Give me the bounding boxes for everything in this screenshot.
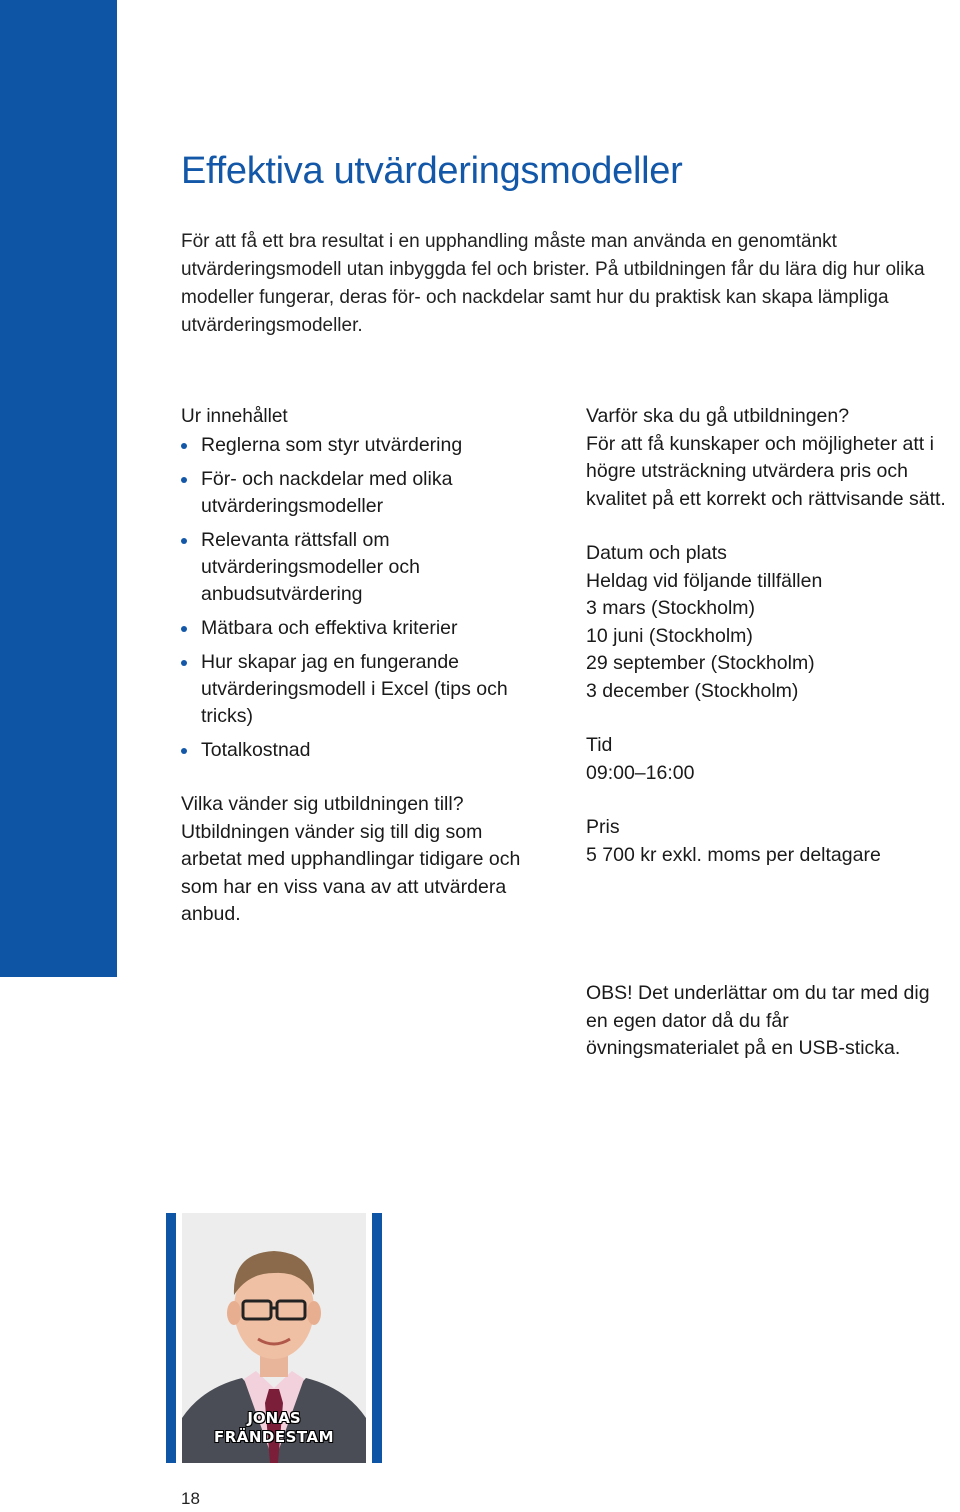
price-section [586, 814, 956, 869]
time-value: 09:00–16:00 [586, 761, 695, 784]
audience-heading: Vilka vänder sig utbildningen till? [181, 793, 464, 815]
obs-note: OBS! Det underlättar om du tar med dig en egen dator då du får övningsmaterialet på en USB-sticka. [586, 982, 930, 1059]
speaker-name [182, 1409, 366, 1447]
list-item: Hur skapar jag en fungerande utvärderingsmodell i Excel (tips och tricks) [181, 649, 541, 730]
dates-heading: Datum och plats [586, 542, 727, 564]
page-title: Effektiva utvärderingsmodeller [181, 150, 683, 192]
audience-text: Utbildningen vänder sig till dig som arbetat med upphandlingar tidigare och som har en viss vana av att utvärdera anbud. [181, 820, 521, 925]
speaker-photo-frame [166, 1213, 382, 1463]
bullet-icon [181, 538, 187, 544]
speaker-photo [176, 1213, 372, 1463]
list-item: För- och nackdelar med olika utvärderingsmodeller [181, 466, 541, 520]
date-item: 29 september (Stockholm) [586, 652, 815, 674]
list-item: Totalkostnad [181, 737, 541, 764]
list-item: Mätbara och effektiva kriterier [181, 615, 541, 642]
bullet-icon [181, 626, 187, 632]
right-column [586, 403, 956, 869]
blue-sidebar-bar [0, 0, 117, 977]
bullet-icon [181, 748, 187, 754]
why-heading: Varför ska du gå utbildningen? [586, 405, 850, 427]
time-heading: Tid [586, 734, 613, 756]
content-list [181, 432, 541, 764]
list-item: Relevanta rättsfall om utvärderingsmodeller och anbudsutvärdering [181, 527, 541, 608]
speaker-last-name: FRÄNDESTAM [213, 1428, 335, 1446]
time-section [586, 732, 956, 787]
price-heading: Pris [586, 816, 620, 838]
left-column [181, 403, 541, 929]
intro-paragraph: För att få ett bra resultat i en upphandling måste man använda en genomtänkt utvärderingsmodell utan inbyggda fel och brister. På utbildningen får du lära dig hur olika modeller fungerar, deras för- och nackdelar samt hur du praktisk kan skapa lämpliga utvärderingsmodeller. [181, 231, 925, 336]
date-item: 10 juni (Stockholm) [586, 624, 753, 647]
bullet-icon [181, 660, 187, 666]
bullet-icon [181, 443, 187, 449]
dates-section [586, 540, 956, 705]
content-heading: Ur innehållet [181, 406, 288, 427]
list-item: Reglerna som styr utvärdering [181, 432, 541, 459]
date-item: 3 mars (Stockholm) [586, 597, 756, 619]
price-value: 5 700 kr exkl. moms per deltagare [586, 843, 881, 866]
dates-subheading: Heldag vid följande tillfällen [586, 569, 823, 592]
why-text: För att få kunskaper och möjligheter att i högre utsträckning utvärdera pris och kvalitet på ett korrekt och rättvisande sätt. [586, 432, 946, 510]
speaker-first-name: JONAS [247, 1409, 301, 1427]
page-number: 18 [181, 1489, 200, 1508]
bullet-icon [181, 477, 187, 483]
date-item: 3 december (Stockholm) [586, 679, 799, 702]
